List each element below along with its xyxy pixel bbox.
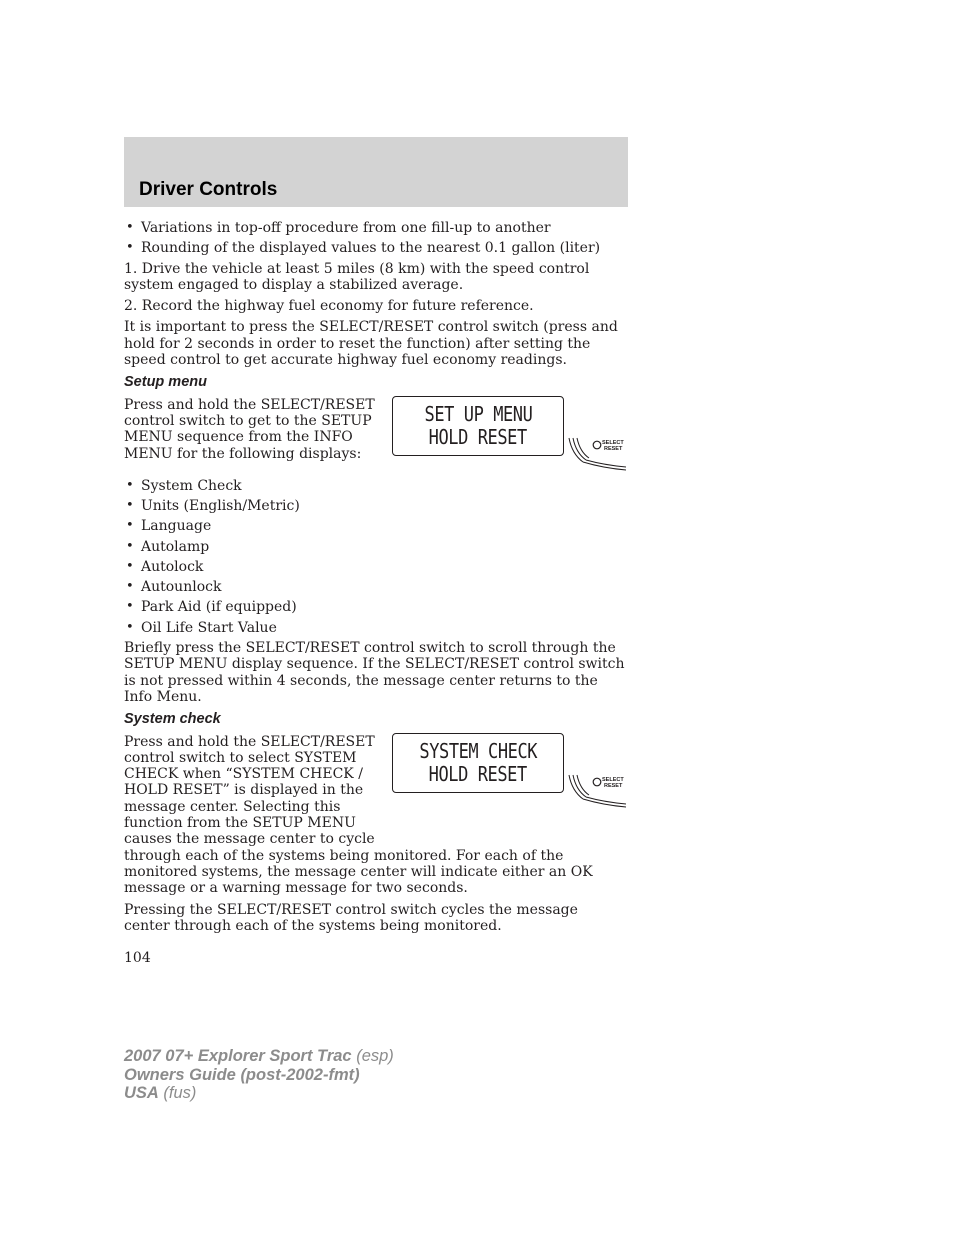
footer-line-1: 2007 07+ Explorer Sport Trac (esp) (124, 1047, 394, 1065)
setup-menu-text: Press and hold the SELECT/RESET control switch to get to the SETUP MENU sequence from the INFO MENU for the following displays: (124, 396, 375, 462)
display-line-1: SET UP MENU (424, 401, 532, 426)
select-label: SELECT (602, 439, 624, 446)
footer-line-2: Owners Guide (post-2002-fmt) (124, 1065, 360, 1084)
page-number: 104 (124, 950, 151, 967)
system-check-text: Press and hold the SELECT/RESET control switch to select SYSTEM CHECK when “SYSTEM CHECK / HOLD RESET” is displayed in the message center. Selecting this function from the SETUP MENU causes the message center to cycle through each of the systems being monitored. For each of the monitored systems, the message center will indicate either an OK message or a warning message for two seconds. (124, 733, 593, 897)
display-line-2: HOLD RESET (428, 761, 528, 786)
display-line-2: HOLD RESET (428, 424, 528, 449)
message-center-display (392, 733, 564, 793)
list-item: • System Check (124, 478, 628, 494)
setup-menu-items (124, 478, 628, 636)
step-1: 1. Drive the vehicle at least 5 miles (8 km) with the speed control system engaged to display a stabilized average. (124, 260, 590, 293)
step-2: 2. Record the highway fuel economy for future reference. (124, 298, 534, 315)
list-item: • Units (English/Metric) (124, 498, 628, 514)
system-check-heading: System check (124, 711, 221, 728)
document-footer (124, 1047, 394, 1103)
reset-label: RESET (604, 445, 623, 452)
list-item: • Oil Life Start Value (124, 620, 628, 636)
system-check-cycle-text: Pressing the SELECT/RESET control switch cycles the message center through each of the systems being monitored. (124, 901, 578, 934)
system-check-display-figure (392, 733, 628, 829)
list-item: • Autolamp (124, 539, 628, 555)
setup-menu-heading: Setup menu (124, 374, 207, 391)
reset-label: RESET (604, 782, 623, 789)
reset-note: It is important to press the SELECT/RESET control switch (press and hold for 2 seconds in order to reset the function) after setting the speed control to get accurate highway fuel economy readings. (124, 319, 618, 369)
list-item: • Park Aid (if equipped) (124, 599, 628, 615)
section-title: Driver Controls (139, 179, 278, 200)
list-item: • Autounlock (124, 579, 628, 595)
message-center-display (392, 396, 564, 456)
intro-bullet-list (124, 220, 628, 257)
bullet-item: • Rounding of the displayed values to the nearest 0.1 gallon (liter) (124, 240, 628, 256)
bullet-item: • Variations in top-off procedure from one fill-up to another (124, 220, 628, 236)
list-item: • Language (124, 518, 628, 534)
page-content (124, 220, 628, 966)
select-label: SELECT (602, 776, 624, 783)
select-reset-switch-icon (568, 771, 628, 809)
select-reset-switch-icon (568, 434, 628, 472)
section-header-band (124, 137, 628, 207)
list-item: • Autolock (124, 559, 628, 575)
setup-menu-display-figure (392, 396, 628, 472)
footer-line-3: USA (fus) (124, 1084, 197, 1102)
display-line-1: SYSTEM CHECK (419, 738, 537, 763)
setup-scroll-text: Briefly press the SELECT/RESET control switch to scroll through the SETUP MENU display sequence. If the SELECT/RESET control switch is not pressed within 4 seconds, the message center returns to the Info Menu. (124, 640, 625, 705)
